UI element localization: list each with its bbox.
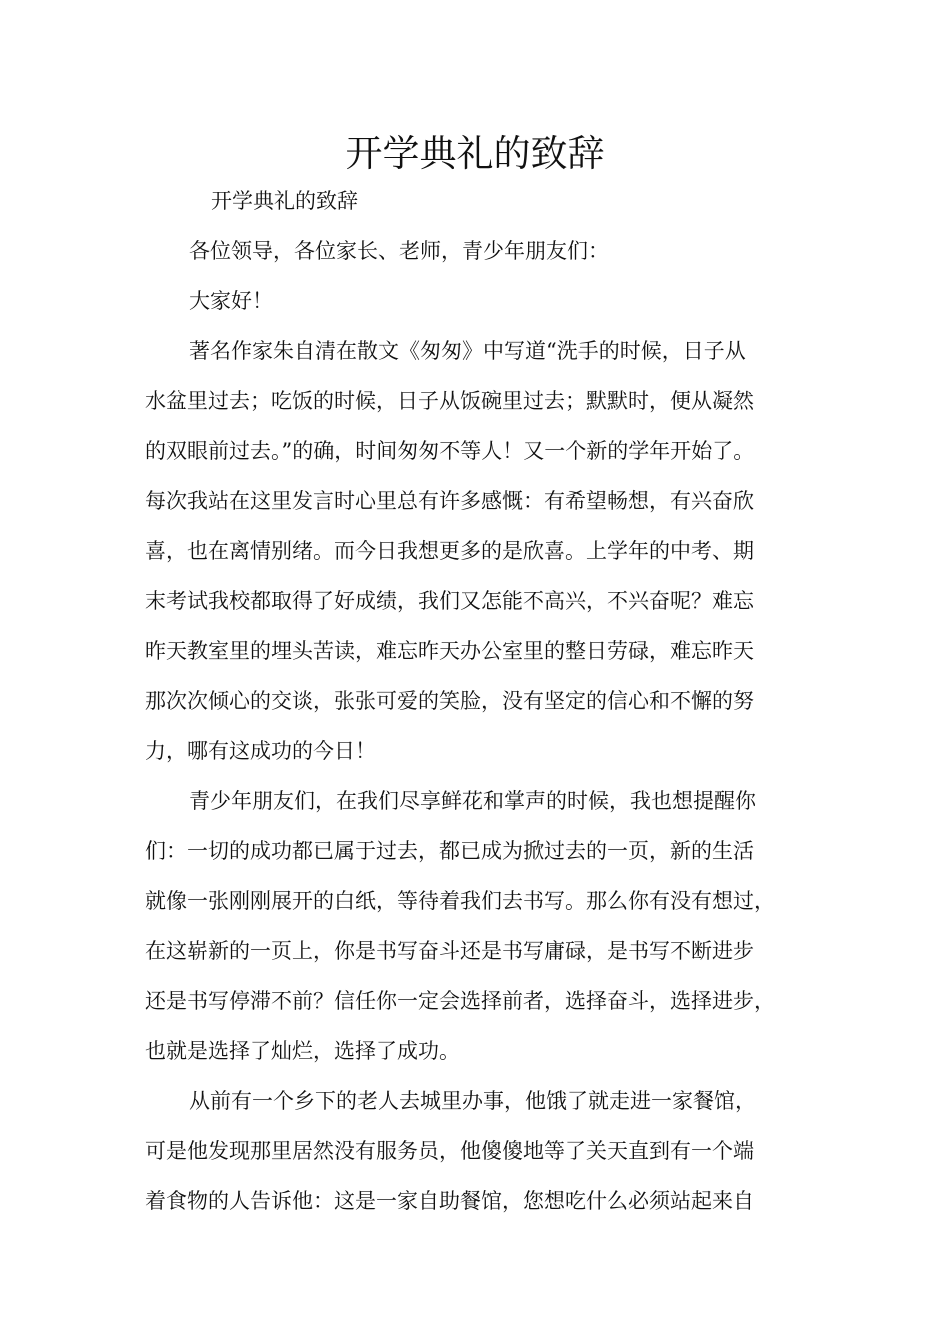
text-line: 就像一张刚刚展开的白纸，等待着我们去书写。那么你有没有想过，: [145, 889, 775, 913]
text-line: 那次次倾心的交谈，张张可爱的笑脸，没有坚定的信心和不懈的努: [145, 689, 754, 713]
text-line: 着食物的人告诉他：这是一家自助餐馆，您想吃什么必须站起来自: [145, 1189, 754, 1213]
text-line: 也就是选择了灿烂，选择了成功。: [145, 1039, 460, 1063]
text-line: 每次我站在这里发言时心里总有许多感慨：有希望畅想，有兴奋欣: [145, 489, 754, 513]
text-line: 的双眼前过去。”的确，时间匆匆不等人！又一个新的学年开始了。: [145, 439, 755, 463]
document-body: [145, 176, 825, 1226]
text-line: 昨天教室里的埋头苦读，难忘昨天办公室里的整日劳碌，难忘昨天: [145, 639, 754, 663]
text-line: 还是书写停滞不前？信任你一定会选择前者，选择奋斗，选择进步，: [145, 989, 775, 1013]
text-line: 开学典礼的致辞: [211, 189, 358, 213]
text-line: 可是他发现那里居然没有服务员，他傻傻地等了关天直到有一个端: [145, 1139, 754, 1163]
text-line: 青少年朋友们，在我们尽享鲜花和掌声的时候，我也想提醒你: [189, 789, 756, 813]
text-line: 著名作家朱自清在散文《匆匆》中写道“洗手的时候，日子从: [189, 339, 746, 363]
text-line: 从前有一个乡下的老人去城里办事，他饿了就走进一家餐馆，: [189, 1089, 756, 1113]
text-line: 末考试我校都取得了好成绩，我们又怎能不高兴，不兴奋呢？难忘: [145, 589, 754, 613]
text-line: 力，哪有这成功的今日！: [145, 739, 376, 763]
document-title: 开学典礼的致辞: [345, 132, 605, 175]
text-line: 喜，也在离情别绪。而今日我想更多的是欣喜。上学年的中考、期: [145, 539, 754, 563]
text-line: 在这崭新的一页上，你是书写奋斗还是书写庸碌，是书写不断进步: [145, 939, 754, 963]
text-line: 大家好！: [189, 289, 273, 313]
text-line: 各位领导，各位家长、老师，青少年朋友们：: [189, 239, 609, 263]
text-line: 们：一切的成功都已属于过去，都已成为掀过去的一页，新的生活: [145, 839, 754, 863]
text-line: 水盆里过去；吃饭的时候，日子从饭碗里过去；默默时，便从凝然: [145, 389, 754, 413]
